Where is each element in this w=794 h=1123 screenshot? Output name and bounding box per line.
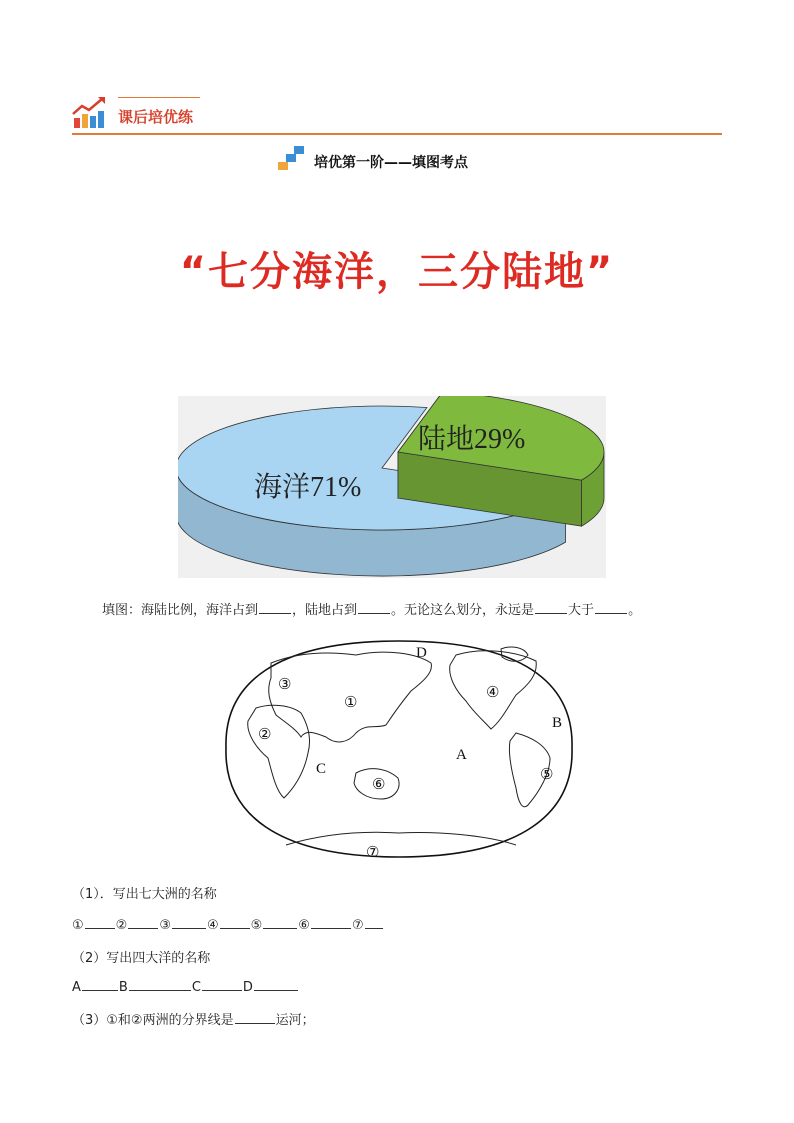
section-title: 培优第一阶——填图考点 — [314, 155, 468, 171]
fill-blank-sentence — [102, 599, 641, 618]
answer-blank[interactable] — [172, 916, 206, 929]
question-1: （1）．写出七大洲的名称 — [72, 887, 217, 902]
answer-blank[interactable] — [85, 916, 115, 929]
fill-text: 大于 — [568, 603, 595, 618]
answer-blank[interactable] — [82, 978, 118, 991]
answer-blank[interactable] — [358, 601, 390, 614]
answer-mark: ④ — [206, 918, 219, 933]
answer-mark: ⑥ — [298, 918, 310, 933]
answer-blank[interactable] — [128, 916, 158, 929]
continent-label-1: ① — [344, 695, 358, 711]
header-accent-line — [118, 97, 200, 98]
answer-mark: ① — [72, 918, 84, 933]
steps-icon — [278, 146, 308, 170]
pie-chart — [178, 396, 606, 578]
header-title: 课后培优练 — [118, 108, 194, 126]
ocean-label-d: D — [416, 645, 427, 661]
answer-mark: ⑤ — [250, 918, 263, 933]
page-header — [72, 92, 722, 136]
continent-label-7: ⑦ — [366, 845, 380, 861]
answer-mark: B — [118, 980, 128, 995]
ocean-label-c: C — [316, 761, 327, 777]
pie-label-ocean: 海洋71% — [254, 472, 362, 503]
headline: “七分海洋，三分陆地” — [179, 249, 615, 295]
answer-blank[interactable] — [535, 601, 567, 614]
growth-chart-icon — [72, 96, 108, 130]
answer-mark: ⑦ — [351, 918, 364, 933]
answer-blank[interactable] — [263, 916, 297, 929]
answer-blank[interactable] — [311, 916, 351, 929]
fill-text: 。无论这么划分，永远是 — [391, 603, 535, 618]
answer-blank[interactable] — [595, 601, 627, 614]
question-text: （3）①和②两洲的分界线是 — [72, 1013, 234, 1028]
fill-text: ，陆地占到 — [292, 603, 358, 618]
question-2-answers — [72, 978, 299, 995]
ocean-label-b: B — [552, 715, 563, 731]
answer-mark: A — [72, 980, 81, 995]
continent-label-6: ⑥ — [372, 777, 386, 793]
answer-blank[interactable] — [254, 978, 298, 991]
answer-blank[interactable] — [202, 978, 242, 991]
answer-mark: D — [242, 980, 253, 995]
continent-label-5: ⑤ — [540, 767, 554, 783]
answer-blank[interactable] — [129, 978, 191, 991]
continent-label-3: ③ — [278, 677, 292, 693]
ocean-label-a: A — [456, 747, 467, 763]
question-1-answers — [72, 916, 384, 933]
answer-mark: C — [191, 980, 201, 995]
question-2: （2）写出四大洋的名称 — [72, 951, 211, 966]
answer-blank[interactable] — [365, 916, 383, 929]
question-3 — [72, 1009, 315, 1028]
fill-text: 填图：海陆比例，海洋占到 — [102, 603, 259, 618]
answer-mark: ③ — [159, 918, 171, 933]
fill-text: 。 — [628, 603, 642, 618]
question-text: 运河； — [275, 1013, 315, 1028]
answer-blank[interactable] — [220, 916, 250, 929]
answer-blank[interactable] — [259, 601, 291, 614]
pie-label-land: 陆地29% — [418, 424, 526, 455]
header-divider — [72, 133, 722, 135]
answer-mark: ② — [115, 918, 128, 933]
continent-label-4: ④ — [486, 685, 500, 701]
continent-label-2: ② — [258, 727, 272, 743]
answer-blank[interactable] — [235, 1011, 275, 1024]
world-map — [216, 633, 582, 863]
